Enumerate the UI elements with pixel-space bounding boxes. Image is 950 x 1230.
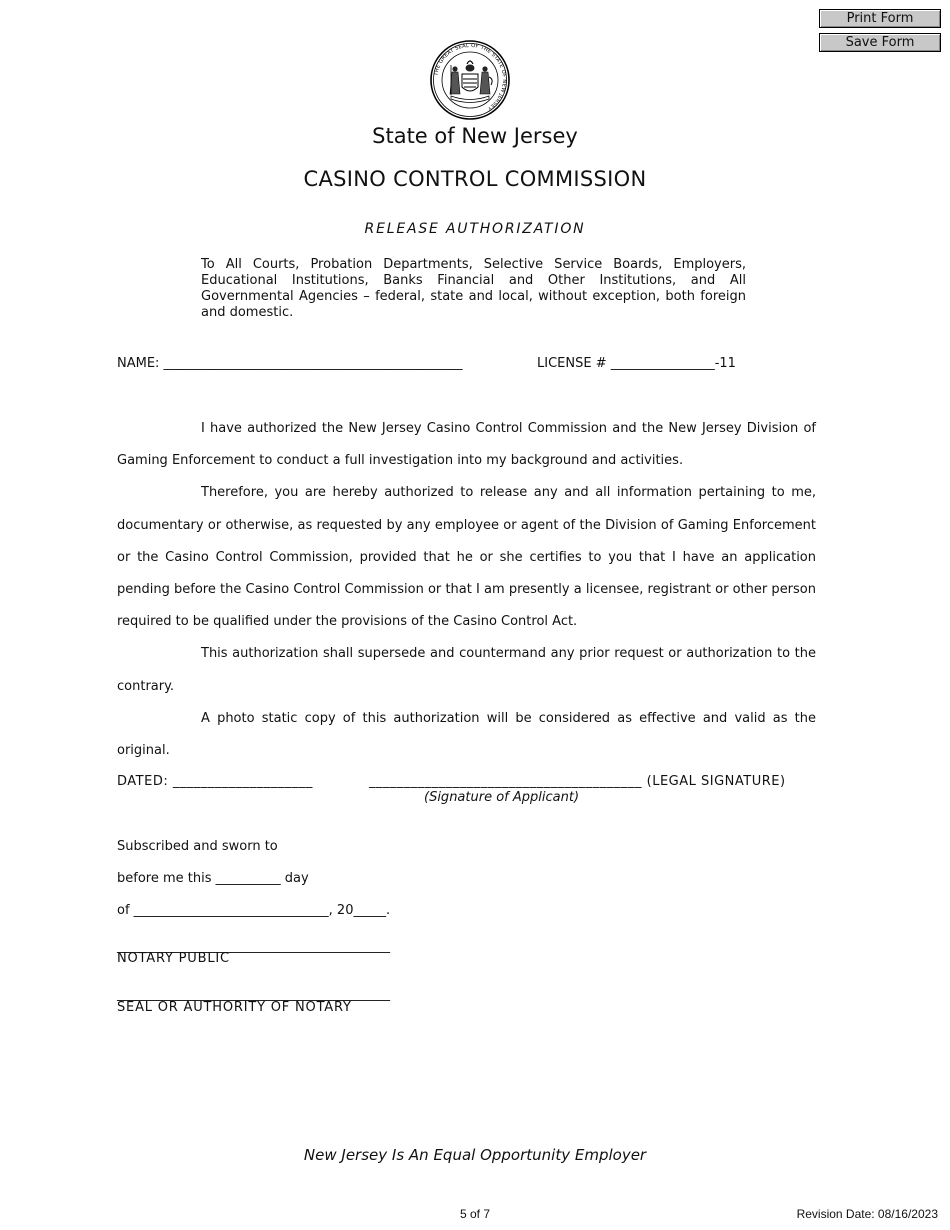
sworn-month-year-field[interactable]: of ______________________________, 20_____.: [117, 903, 391, 918]
signature-field[interactable]: _______________________________________ (LEGAL SIGNATURE): [369, 774, 786, 789]
page-number: 5 of 7: [459, 1207, 491, 1221]
state-seal-image: [425, 39, 515, 121]
body-paragraph-4: A photo static copy of this authorization will be considered as effective and valid as the original.: [117, 710, 816, 759]
sworn-day-field[interactable]: before me this __________ day: [117, 871, 309, 886]
sworn-text-line-1: Subscribed and sworn to: [117, 839, 278, 854]
notary-public-label: NOTARY PUBLIC: [117, 951, 230, 966]
agency-heading: CASINO CONTROL COMMISSION: [303, 167, 647, 191]
state-heading: State of New Jersey: [372, 124, 578, 148]
signature-caption: (Signature of Applicant): [424, 790, 580, 805]
revision-date: Revision Date: 08/16/2023: [796, 1207, 938, 1221]
seal-ring-text: THE GREAT SEAL OF THE STATE OF NEW JERSEY: [433, 42, 508, 112]
equal-opportunity-statement: New Jersey Is An Equal Opportunity Employer: [303, 1146, 647, 1164]
notary-seal-line[interactable]: __________________________________________: [117, 987, 390, 1002]
body-paragraph-3: This authorization shall supersede and countermand any prior request or authorization to the contrary.: [117, 646, 816, 694]
state-seal-graphic: [425, 39, 515, 121]
save-form-button[interactable]: Save Form: [819, 33, 941, 52]
license-field[interactable]: LICENSE # ________________-11: [537, 356, 736, 371]
body-paragraph-1: I have authorized the New Jersey Casino Control Commission and the New Jersey Division of Gaming Enforcement to conduct a full investigation into my background and activities.: [117, 421, 816, 469]
addressee-paragraph: To All Courts, Probation Departments, Selective Service Boards, Employers, Educational Institutions, Banks Financial and Other Institutions, and All Governmental Agencies – federal, state and local, without exception, both foreign and domestic.: [201, 257, 746, 320]
body-paragraph-2: Therefore, you are hereby authorized to release any and all information pertaining to me, documentary or otherwise, as requested by any employee or agent of the Division of Gaming Enforcement or the Casino Control Commission, provided that he or she certifies to you that I have an application pending before the Casino Control Commission or that I am presently a licensee, registrant or other person required to be qualified under the provisions of the Casino Control Act.: [117, 485, 816, 630]
notary-seal-label: SEAL OR AUTHORITY OF NOTARY: [117, 1000, 352, 1015]
name-field[interactable]: NAME: ______________________________________________: [117, 356, 463, 371]
notary-signature-line[interactable]: __________________________________________: [117, 939, 390, 954]
dated-field[interactable]: DATED: ____________________: [117, 774, 313, 789]
form-title: RELEASE AUTHORIZATION: [364, 221, 586, 237]
print-form-button[interactable]: Print Form: [819, 9, 941, 28]
authorization-body: [117, 413, 816, 767]
